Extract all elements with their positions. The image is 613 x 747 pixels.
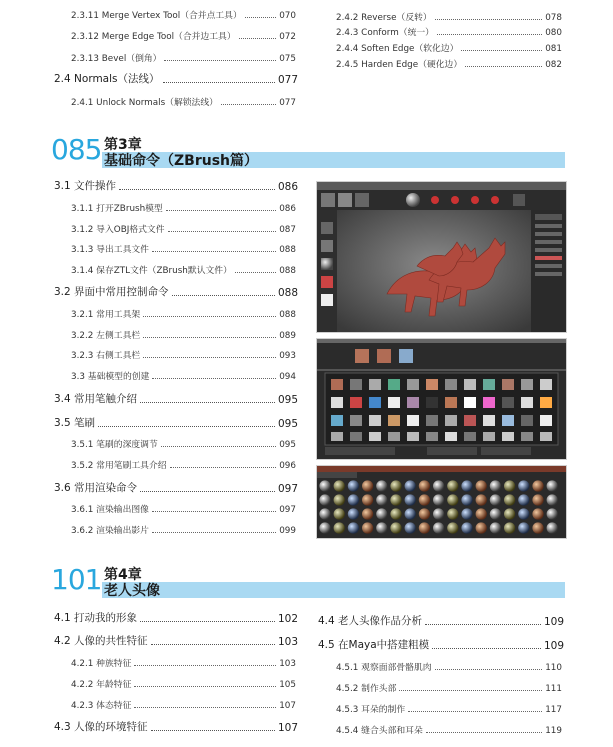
- material-sphere: [547, 480, 558, 491]
- material-sphere: [461, 508, 472, 519]
- material-sphere: [504, 522, 515, 533]
- toc-entry[interactable]: [71, 28, 296, 42]
- toc-entry-label: 2.4.3 Conform（统一）: [336, 28, 434, 38]
- material-sphere: [532, 480, 543, 491]
- toc-entry-label: 3.2 界面中常用控制命令: [54, 286, 169, 298]
- toc-entry-page: 095: [277, 418, 298, 430]
- toc-entry[interactable]: [54, 285, 298, 299]
- toc-entry-label: 4.5.4 缝合头部和耳朵: [336, 726, 423, 736]
- material-sphere: [319, 494, 330, 505]
- material-sphere: [504, 508, 515, 519]
- material-sphere: [433, 480, 444, 491]
- toc-entry-page: 095: [277, 394, 298, 406]
- material-sphere: [390, 480, 401, 491]
- toc-entry-label: 4.1 打动我的形象: [54, 612, 138, 624]
- toc-entry[interactable]: [71, 368, 296, 382]
- toc-entry-label: 3.2.1 常用工具架: [71, 310, 141, 320]
- toc-entry[interactable]: [71, 697, 296, 711]
- material-sphere: [547, 508, 558, 519]
- material-sphere: [334, 494, 345, 505]
- toc-entry-page: 117: [545, 705, 562, 715]
- material-sphere: [476, 508, 487, 519]
- toc-entry[interactable]: [54, 634, 298, 648]
- tool-palette-graphic: [317, 339, 566, 459]
- material-sphere: [532, 522, 543, 533]
- material-sphere: [476, 494, 487, 505]
- toc-entry[interactable]: [71, 436, 296, 450]
- toc-entry-page: 081: [545, 44, 562, 54]
- material-sphere: [405, 480, 416, 491]
- toc-entry[interactable]: [336, 701, 562, 715]
- toc-entry-page: 105: [279, 680, 296, 690]
- toc-entry[interactable]: [71, 306, 296, 320]
- toc-entry-label: 3.1.1 打开ZBrush模型: [71, 204, 163, 214]
- toc-entry-page: 088: [279, 266, 296, 276]
- material-sphere: [362, 508, 373, 519]
- toc-entry-page: 072: [279, 32, 296, 42]
- toc-entry-page: 070: [279, 11, 296, 21]
- toc-entry-label: 2.4.4 Soften Edge（软化边）: [336, 44, 459, 54]
- toc-entry[interactable]: [336, 24, 562, 38]
- material-sphere: [319, 508, 330, 519]
- toc-entry-page: 111: [545, 684, 562, 694]
- toc-entry[interactable]: [336, 659, 562, 673]
- toc-entry[interactable]: [54, 416, 298, 430]
- toc-entry-page: 097: [277, 483, 298, 495]
- material-sphere: [433, 508, 444, 519]
- toc-entry-label: 4.3 人像的环境特征: [54, 721, 148, 733]
- toc-entry[interactable]: [71, 94, 296, 108]
- material-sphere: [348, 522, 359, 533]
- material-sphere: [376, 494, 387, 505]
- toc-entry-label: 3.1.3 导出工具文件: [71, 245, 149, 255]
- material-sphere: [547, 522, 558, 533]
- toc-entry[interactable]: [71, 457, 296, 471]
- toc-entry-page: 078: [545, 13, 562, 23]
- material-sphere: [461, 494, 472, 505]
- toc-entry-label: 2.4.2 Reverse（反转）: [336, 13, 432, 23]
- material-spheres-graphic: [317, 466, 566, 538]
- material-sphere: [490, 480, 501, 491]
- toc-entry-label: 3.5 笔刷: [54, 417, 96, 429]
- toc-entry[interactable]: [71, 7, 296, 21]
- toc-entry-label: 4.2 人像的共性特征: [54, 635, 148, 647]
- toc-entry-label: 4.5.1 观察面部骨骼肌肉: [336, 663, 432, 673]
- material-sphere: [433, 522, 444, 533]
- zbrush-viewport-graphic: [317, 182, 566, 332]
- toc-entry[interactable]: [336, 680, 562, 694]
- material-sphere: [348, 480, 359, 491]
- material-sphere: [461, 522, 472, 533]
- toc-entry-label: 2.3.13 Bevel（倒角）: [71, 54, 162, 64]
- material-sphere: [504, 480, 515, 491]
- toc-entry[interactable]: [71, 327, 296, 341]
- chapter-number: 085: [51, 133, 102, 166]
- toc-entry-page: 089: [279, 331, 296, 341]
- material-sphere: [334, 522, 345, 533]
- toc-entry-page: 102: [277, 613, 298, 625]
- chapter-title: 老人头像: [104, 583, 160, 599]
- toc-entry-page: 082: [545, 60, 562, 70]
- material-sphere: [447, 480, 458, 491]
- toc-entry-page: 086: [277, 181, 298, 193]
- toc-entry-label: 2.4.5 Harden Edge（硬化边）: [336, 60, 463, 70]
- tool-palette-screenshot: [316, 338, 567, 460]
- toc-entry-page: 087: [279, 225, 296, 235]
- toc-entry-page: 077: [277, 74, 298, 86]
- toc-entry[interactable]: [71, 241, 296, 255]
- toc-entry-label: 3.5.1 笔刷的深度调节: [71, 440, 158, 450]
- material-sphere: [348, 494, 359, 505]
- toc-entry-page: 103: [277, 636, 298, 648]
- chapter-number: 101: [51, 563, 102, 596]
- toc-entry-page: 110: [545, 663, 562, 673]
- toc-entry-page: 077: [279, 98, 296, 108]
- material-sphere: [504, 494, 515, 505]
- toc-entry[interactable]: [71, 655, 296, 669]
- material-sphere: [348, 508, 359, 519]
- toc-entry-page: 096: [279, 461, 296, 471]
- toc-entry-page: 107: [277, 722, 298, 734]
- material-sphere: [390, 508, 401, 519]
- material-sphere: [405, 494, 416, 505]
- material-sphere: [334, 508, 345, 519]
- material-sphere: [376, 508, 387, 519]
- toc-entry-label: 3.1 文件操作: [54, 180, 117, 192]
- toc-entry-label: 3.2.3 右侧工具栏: [71, 351, 141, 361]
- toc-entry-label: 3.3 基础模型的创建: [71, 372, 150, 382]
- toc-entry[interactable]: [71, 522, 296, 536]
- material-sphere: [518, 494, 529, 505]
- toc-entry-label: 3.1.4 保存ZTL文件（ZBrush默认文件）: [71, 266, 232, 276]
- material-sphere: [433, 494, 444, 505]
- toc-entry-label: 4.2.1 种族特征: [71, 659, 132, 669]
- material-sphere: [319, 480, 330, 491]
- toc-entry-page: 103: [279, 659, 296, 669]
- toc-entry[interactable]: [336, 9, 562, 23]
- toc-entry-label: 3.6 常用渲染命令: [54, 482, 138, 494]
- material-sphere: [490, 522, 501, 533]
- material-sphere: [547, 494, 558, 505]
- toc-entry-label: 4.4 老人头像作品分析: [318, 615, 423, 627]
- toc-entry-label: 3.5.2 常用笔刷工具介绍: [71, 461, 167, 471]
- chapter-label: 第4章: [104, 567, 142, 583]
- toc-entry-page: 097: [279, 505, 296, 515]
- toc-entry[interactable]: [71, 676, 296, 690]
- material-sphere: [376, 522, 387, 533]
- chapter-title: 基础命令（ZBrush篇）: [104, 153, 258, 169]
- toc-entry[interactable]: [71, 347, 296, 361]
- toc-entry-label: 3.2.2 左侧工具栏: [71, 331, 141, 341]
- toc-entry[interactable]: [71, 50, 296, 64]
- material-sphere: [362, 494, 373, 505]
- material-sphere: [334, 480, 345, 491]
- toc-entry[interactable]: [71, 501, 296, 515]
- toc-entry-page: 119: [545, 726, 562, 736]
- toc-entry-page: 088: [279, 245, 296, 255]
- material-sphere: [390, 522, 401, 533]
- material-sphere: [405, 508, 416, 519]
- toc-entry-page: 099: [279, 526, 296, 536]
- chapter-label: 第3章: [104, 137, 142, 153]
- toc-entry[interactable]: [54, 72, 298, 86]
- material-sphere: [419, 508, 430, 519]
- toc-entry-label: 4.5.2 制作头部: [336, 684, 397, 694]
- material-sphere: [518, 508, 529, 519]
- material-sphere: [518, 480, 529, 491]
- material-sphere: [518, 522, 529, 533]
- toc-entry-label: 2.3.12 Merge Edge Tool（合并边工具）: [71, 32, 236, 42]
- toc-entry-label: 2.4.1 Unlock Normals（解锁法线）: [71, 98, 218, 108]
- material-sphere: [476, 522, 487, 533]
- toc-entry-label: 3.6.1 渲染输出图像: [71, 505, 149, 515]
- material-sphere: [476, 480, 487, 491]
- toc-entry-page: 093: [279, 351, 296, 361]
- toc-entry[interactable]: [54, 611, 298, 625]
- toc-entry-page: 086: [279, 204, 296, 214]
- material-sphere: [447, 508, 458, 519]
- toc-entry-label: 3.6.2 渲染输出影片: [71, 526, 149, 536]
- material-sphere: [532, 494, 543, 505]
- material-sphere: [490, 508, 501, 519]
- material-sphere: [461, 480, 472, 491]
- toc-entry[interactable]: [336, 56, 562, 70]
- toc-entry-page: 088: [277, 287, 298, 299]
- toc-entry[interactable]: [71, 221, 296, 235]
- toc-entry-page: 075: [279, 54, 296, 64]
- toc-entry[interactable]: [336, 40, 562, 54]
- toc-entry-page: 095: [279, 440, 296, 450]
- material-sphere: [319, 522, 330, 533]
- toc-entry-page: 088: [279, 310, 296, 320]
- toc-entry[interactable]: [54, 179, 298, 193]
- toc-entry-label: 4.5.3 耳朵的制作: [336, 705, 406, 715]
- toc-entry-page: 109: [543, 640, 564, 652]
- material-sphere: [362, 480, 373, 491]
- material-sphere: [490, 494, 501, 505]
- material-sphere: [419, 494, 430, 505]
- toc-entry-label: 4.2.2 年龄特征: [71, 680, 132, 690]
- toc-entry[interactable]: [318, 614, 564, 628]
- material-sphere: [376, 480, 387, 491]
- toc-entry[interactable]: [54, 720, 298, 734]
- toc-entry-label: 3.1.2 导入OBJ格式文件: [71, 225, 165, 235]
- toc-entry-page: 109: [543, 616, 564, 628]
- material-sphere: [532, 508, 543, 519]
- material-sphere: [362, 522, 373, 533]
- chapter-title-bar: [102, 582, 565, 598]
- toc-entry[interactable]: [336, 722, 562, 736]
- toc-entry[interactable]: [71, 200, 296, 214]
- toc-entry-label: 4.2.3 体态特征: [71, 701, 132, 711]
- toc-entry-label: 4.5 在Maya中搭建粗模: [318, 639, 430, 651]
- material-sphere: [419, 522, 430, 533]
- toc-entry-page: 094: [279, 372, 296, 382]
- material-sphere: [390, 494, 401, 505]
- material-sphere: [447, 494, 458, 505]
- toc-entry[interactable]: [318, 638, 564, 652]
- material-sphere: [405, 522, 416, 533]
- material-sphere: [419, 480, 430, 491]
- toc-entry[interactable]: [71, 262, 296, 276]
- toc-entry[interactable]: [54, 481, 298, 495]
- toc-entry-label: 2.4 Normals（法线）: [54, 73, 160, 85]
- toc-entry[interactable]: [54, 392, 298, 406]
- toc-entry-page: 080: [545, 28, 562, 38]
- toc-entry-page: 107: [279, 701, 296, 711]
- zbrush-viewport-screenshot: [316, 181, 567, 333]
- material-palette-screenshot: [316, 465, 567, 539]
- toc-entry-label: 3.4 常用笔触介绍: [54, 393, 138, 405]
- toc-entry-label: 2.3.11 Merge Vertex Tool（合并点工具）: [71, 11, 242, 21]
- material-sphere: [447, 522, 458, 533]
